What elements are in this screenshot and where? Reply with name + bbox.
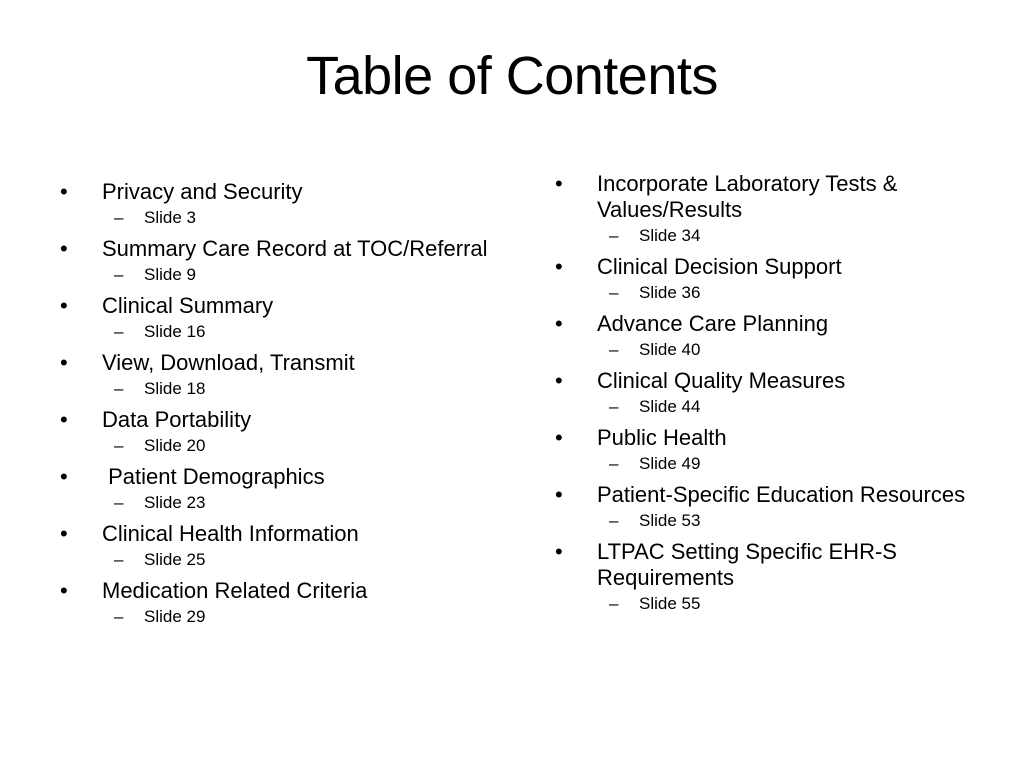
dash-icon: – — [114, 208, 124, 227]
slide-reference: Slide 29 — [144, 607, 206, 626]
toc-item — [58, 179, 528, 205]
toc-item — [58, 236, 528, 262]
slide-reference: Slide 23 — [144, 493, 206, 512]
toc-subitem — [553, 281, 1023, 305]
dash-icon: – — [609, 511, 619, 530]
dash-icon: – — [114, 322, 124, 341]
dash-icon: – — [609, 226, 619, 245]
toc-item-label: Clinical Quality Measures — [597, 368, 846, 393]
toc-item-label: Clinical Summary — [102, 293, 274, 318]
toc-item — [58, 350, 528, 376]
toc-item-label: LTPAC Setting Specific EHR-S Requirements — [597, 539, 904, 590]
toc-item — [58, 293, 528, 319]
toc-item — [553, 482, 1023, 508]
toc-subitem — [553, 224, 1023, 248]
slide-reference: Slide 44 — [639, 397, 701, 416]
toc-item-label: Data Portability — [102, 407, 252, 432]
slide-reference: Slide 36 — [639, 283, 701, 302]
toc-item-label: Clinical Decision Support — [597, 254, 842, 279]
slide-reference: Slide 20 — [144, 436, 206, 455]
toc-subitem — [58, 491, 528, 515]
dash-icon: – — [114, 550, 124, 569]
slide-reference: Slide 55 — [639, 594, 701, 613]
toc-item — [58, 521, 528, 547]
slide-reference: Slide 53 — [639, 511, 701, 530]
toc-subitem — [553, 452, 1023, 476]
toc-item — [553, 539, 1023, 591]
dash-icon: – — [609, 340, 619, 359]
bullet-icon: • — [555, 254, 563, 279]
bullet-icon: • — [60, 236, 68, 261]
dash-icon: – — [114, 607, 124, 626]
toc-item-label: View, Download, Transmit — [102, 350, 355, 375]
toc-subitem — [58, 206, 528, 230]
dash-icon: – — [609, 397, 619, 416]
toc-subitem — [58, 434, 528, 458]
toc-right-column — [553, 171, 1023, 622]
bullet-icon: • — [60, 179, 68, 204]
toc-item — [553, 311, 1023, 337]
bullet-icon: • — [555, 425, 563, 450]
toc-item — [553, 171, 1023, 223]
bullet-icon: • — [555, 171, 563, 196]
toc-subitem — [58, 263, 528, 287]
toc-item-label: Patient Demographics — [102, 464, 325, 489]
toc-item-label: Clinical Health Information — [102, 521, 359, 546]
toc-item-label: Summary Care Record at TOC/Referral — [102, 236, 488, 261]
dash-icon: – — [114, 493, 124, 512]
slide-reference: Slide 25 — [144, 550, 206, 569]
toc-item-label: Public Health — [597, 425, 727, 450]
slide-reference: Slide 9 — [144, 265, 196, 284]
bullet-icon: • — [60, 464, 68, 489]
toc-subitem — [553, 338, 1023, 362]
bullet-icon: • — [60, 350, 68, 375]
toc-item-label: Advance Care Planning — [597, 311, 829, 336]
toc-item — [553, 425, 1023, 451]
bullet-icon: • — [555, 539, 563, 564]
toc-subitem — [58, 377, 528, 401]
toc-subitem — [553, 395, 1023, 419]
dash-icon: – — [114, 379, 124, 398]
toc-item-label: Medication Related Criteria — [102, 578, 368, 603]
dash-icon: – — [114, 436, 124, 455]
bullet-icon: • — [60, 521, 68, 546]
bullet-icon: • — [60, 293, 68, 318]
toc-subitem — [553, 592, 1023, 616]
bullet-icon: • — [555, 311, 563, 336]
dash-icon: – — [609, 454, 619, 473]
toc-item — [553, 254, 1023, 280]
toc-subitem — [553, 509, 1023, 533]
bullet-icon: • — [555, 368, 563, 393]
slide-reference: Slide 18 — [144, 379, 206, 398]
slide-reference: Slide 34 — [639, 226, 701, 245]
dash-icon: – — [609, 594, 619, 613]
toc-item — [58, 578, 528, 604]
slide-reference: Slide 40 — [639, 340, 701, 359]
dash-icon: – — [114, 265, 124, 284]
toc-item — [58, 407, 528, 433]
page-title: Table of Contents — [306, 46, 718, 106]
toc-item-label: Patient-Specific Education Resources — [597, 482, 966, 507]
toc-subitem — [58, 605, 528, 629]
bullet-icon: • — [60, 407, 68, 432]
slide-reference: Slide 3 — [144, 208, 196, 227]
toc-subitem — [58, 548, 528, 572]
toc-item-label: Incorporate Laboratory Tests & Values/Results — [597, 171, 904, 222]
toc-item — [58, 464, 528, 490]
toc-item-label: Privacy and Security — [102, 179, 303, 204]
dash-icon: – — [609, 283, 619, 302]
slide-reference: Slide 49 — [639, 454, 701, 473]
toc-left-column — [58, 179, 528, 635]
toc-subitem — [58, 320, 528, 344]
bullet-icon: • — [60, 578, 68, 603]
bullet-icon: • — [555, 482, 563, 507]
slide-reference: Slide 16 — [144, 322, 206, 341]
toc-item — [553, 368, 1023, 394]
